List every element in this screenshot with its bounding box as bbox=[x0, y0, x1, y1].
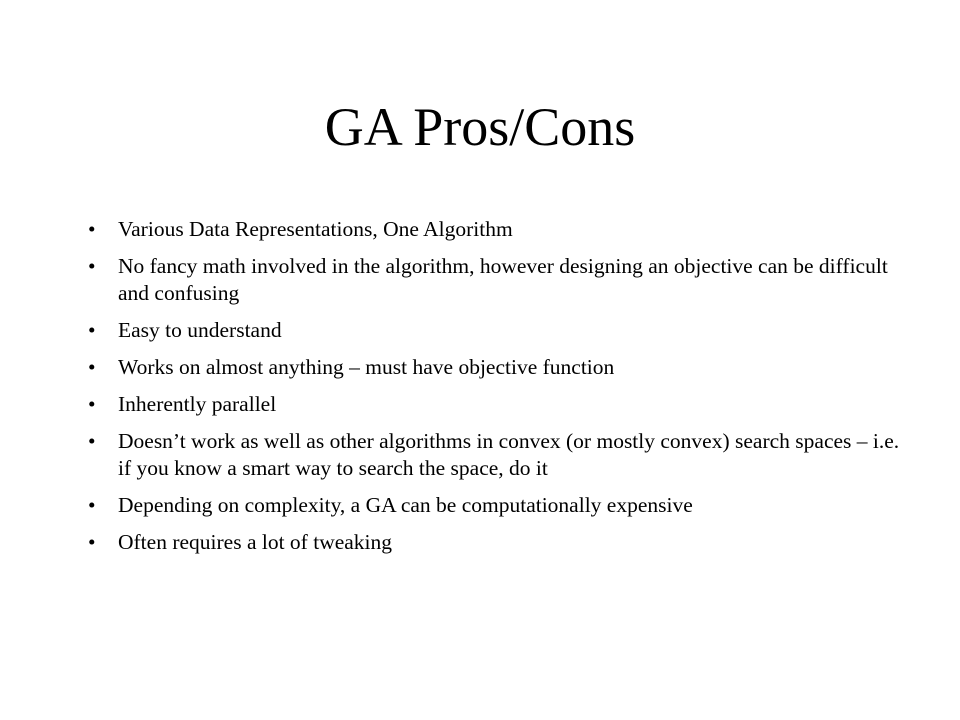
bullet-item bbox=[88, 317, 908, 344]
bullet-text: Depending on complexity, a GA can be computationally expensive bbox=[118, 493, 693, 517]
bullet-item bbox=[88, 391, 908, 418]
bullet-text: Inherently parallel bbox=[118, 392, 277, 416]
bullet-text: Doesn’t work as well as other algorithms in convex (or mostly convex) search spaces – i.e. if you know a smart way to search the space, do it bbox=[118, 429, 900, 480]
bullet-item bbox=[88, 428, 908, 482]
slide-title: GA Pros/Cons bbox=[324, 97, 636, 157]
bullet-item bbox=[88, 492, 908, 519]
bullet-item bbox=[88, 253, 908, 307]
bullet-text: No fancy math involved in the algorithm, however designing an objective can be difficult and confusing bbox=[118, 254, 888, 305]
bullet-text: Various Data Representations, One Algorithm bbox=[118, 217, 513, 241]
bullet-icon: • bbox=[88, 318, 96, 342]
bullet-icon: • bbox=[88, 217, 96, 241]
bullet-text: Works on almost anything – must have objective function bbox=[118, 355, 615, 379]
bullet-text: Often requires a lot of tweaking bbox=[118, 530, 393, 554]
bullet-icon: • bbox=[88, 355, 96, 379]
bullet-icon: • bbox=[88, 493, 96, 517]
bullet-text: Easy to understand bbox=[118, 318, 282, 342]
bullet-item bbox=[88, 529, 908, 556]
bullet-item bbox=[88, 216, 908, 243]
bullet-icon: • bbox=[88, 392, 96, 416]
bullet-item bbox=[88, 354, 908, 381]
bullet-list bbox=[88, 216, 908, 566]
bullet-icon: • bbox=[88, 254, 96, 278]
bullet-icon: • bbox=[88, 530, 96, 554]
bullet-icon: • bbox=[88, 429, 96, 453]
